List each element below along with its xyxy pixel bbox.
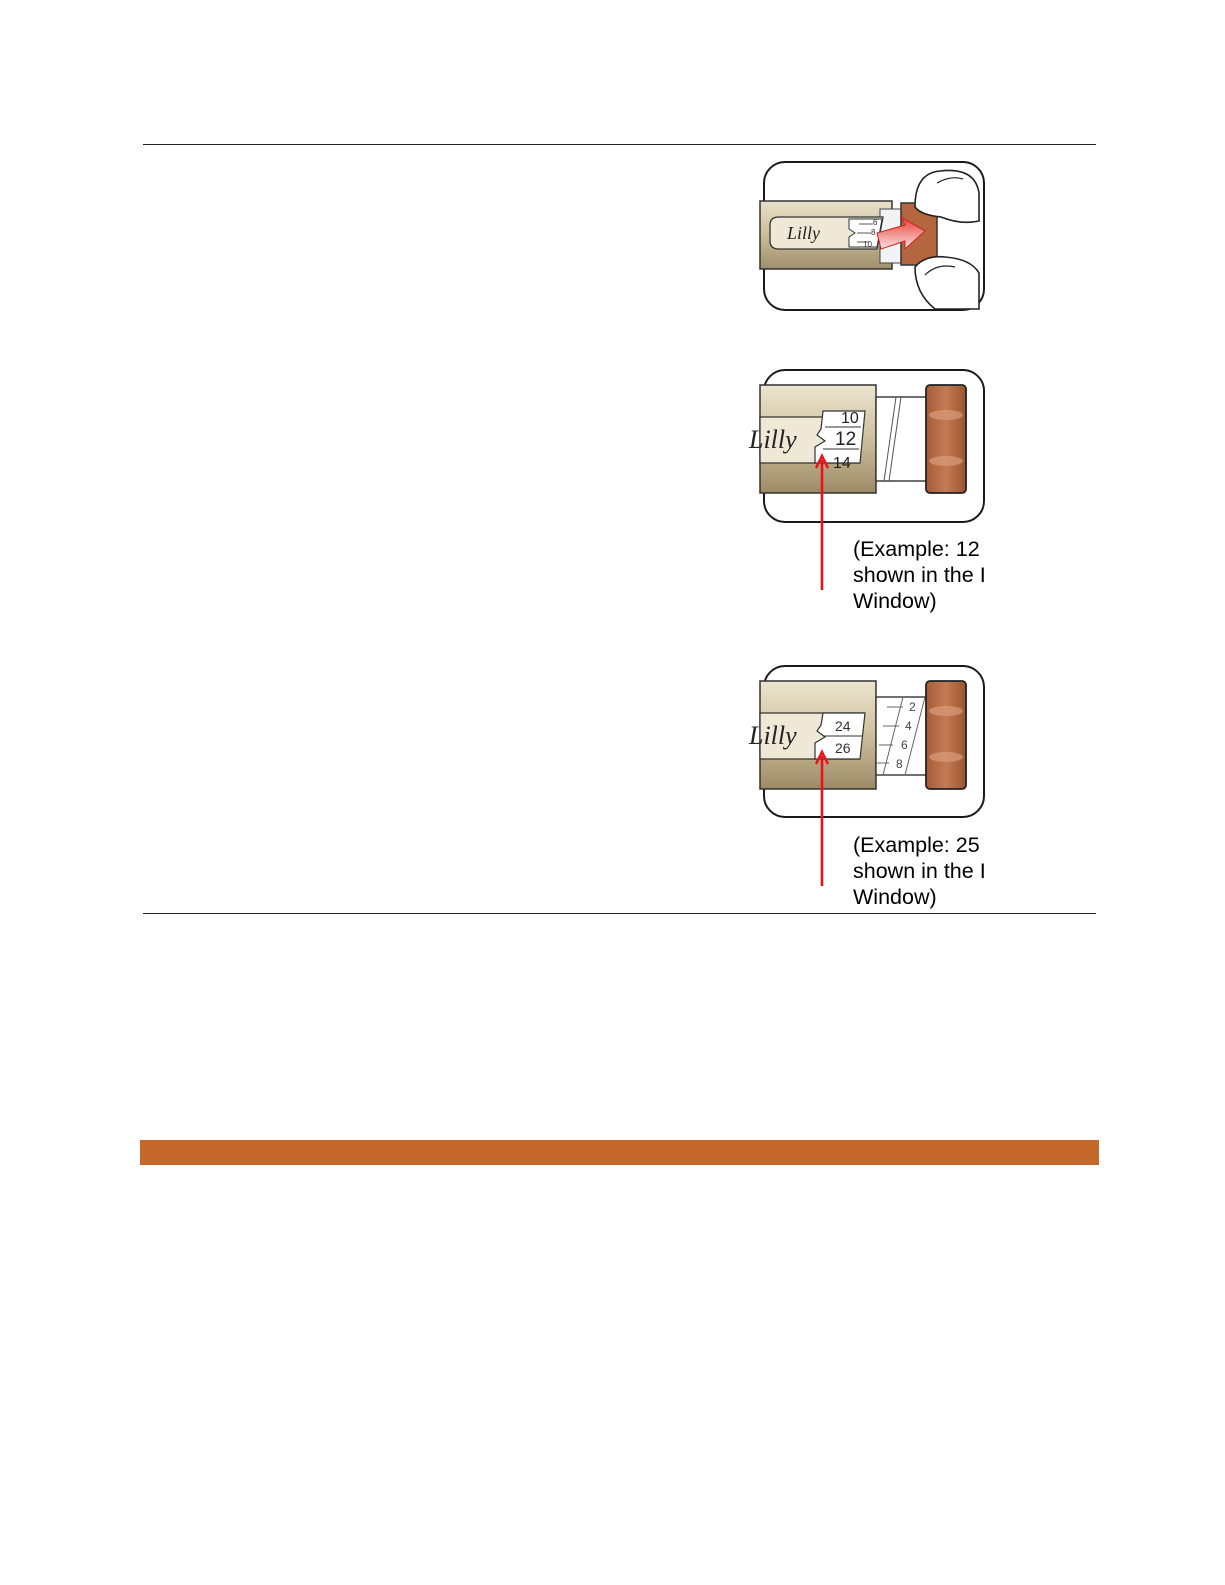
scale-number: 8 — [896, 757, 903, 771]
pen-brand-logo: Lilly — [749, 425, 797, 454]
window-number-current: 12 — [835, 429, 857, 450]
window-number-lower: 26 — [835, 740, 851, 756]
dose-25-caption — [853, 832, 990, 909]
dose-12-caption — [853, 536, 990, 613]
dose-25-pointer-arrow — [815, 750, 829, 886]
scale-number: 4 — [905, 719, 912, 733]
caption-line: shown in the I — [853, 859, 986, 883]
caption-line: Window) — [853, 885, 937, 909]
section-header-bar — [140, 1140, 1099, 1165]
figure-dose-25 — [749, 665, 985, 818]
window-number-upper: 24 — [835, 718, 851, 734]
pen-brand-logo: Lilly — [787, 223, 821, 243]
bottom-divider — [143, 913, 1096, 914]
pull-window-number: 10 — [863, 240, 872, 249]
figure-dose-12 — [749, 369, 985, 523]
window-number-bottom: 14 — [833, 455, 851, 472]
caption-line: (Example: 25 — [853, 833, 980, 857]
scale-number: 2 — [909, 700, 916, 714]
pull-window-number: 6 — [873, 218, 878, 227]
top-divider — [143, 144, 1096, 145]
caption-line: Window) — [853, 589, 937, 613]
scale-number: 6 — [901, 738, 908, 752]
figure-pull-knob — [763, 161, 985, 311]
caption-line: shown in the I — [853, 563, 986, 587]
dose-12-pointer-arrow — [815, 454, 829, 590]
pull-window-number: 8 — [871, 228, 876, 237]
pen-brand-logo: Lilly — [749, 721, 797, 750]
caption-line: (Example: 12 — [853, 537, 980, 561]
window-number-top: 10 — [841, 410, 859, 427]
